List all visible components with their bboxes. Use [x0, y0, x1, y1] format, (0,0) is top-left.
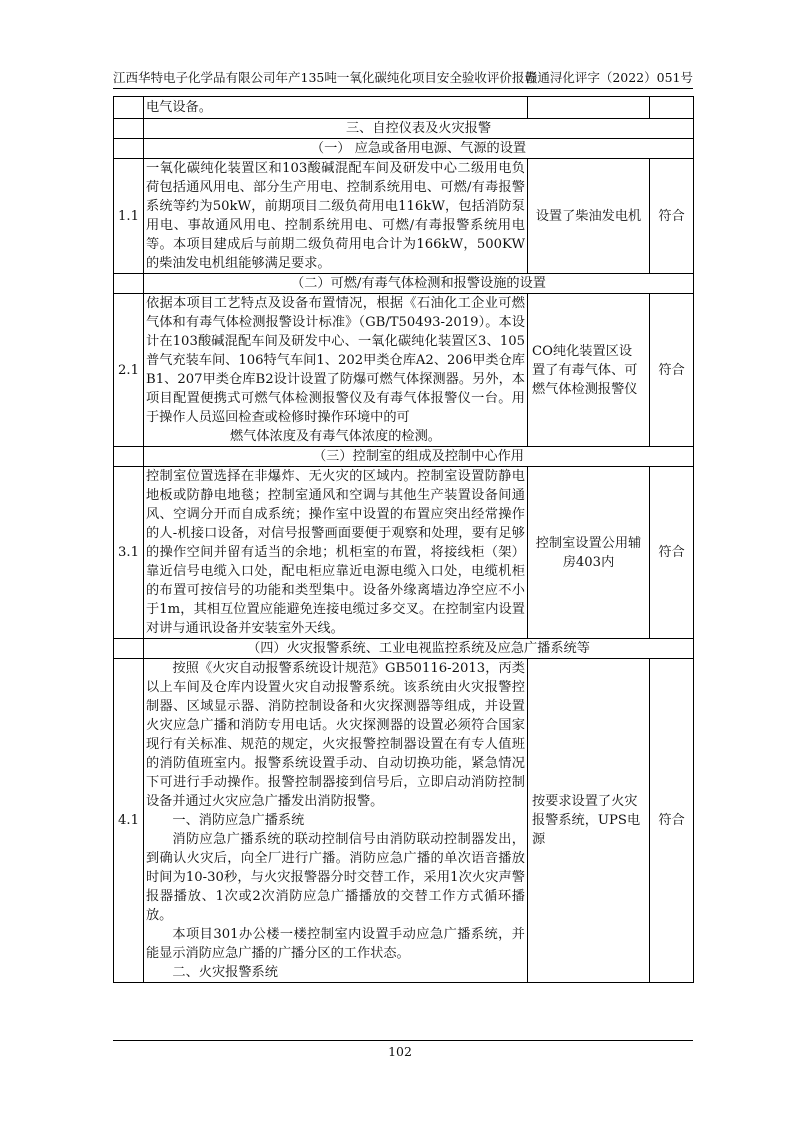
table-row [114, 97, 694, 119]
report-code: 赣通浔化评字（2022）051号 [524, 70, 693, 85]
footer-divider [113, 1040, 693, 1041]
subsection-row [114, 447, 694, 467]
item-result: 符合 [650, 467, 694, 639]
table-row [114, 467, 694, 639]
section-heading-row [114, 119, 694, 139]
item-number: 2.1 [114, 294, 144, 447]
table-row [114, 159, 694, 274]
carry-over-text: 电气设备。 [144, 97, 528, 119]
item-content: 依据本项目工艺特点及设备布置情况，根据《石油化工企业可燃气体和有毒气体检测报警设计标准》（GB/T50493-2019）。本设计在103酸碱混配车间及研发中心、一氧化碳纯化装置区3、105普气充装车间、106特气车间1、202甲类仓库A2、206甲类仓库B1、207甲类仓库B2设计设置了防爆可燃气体探测器。另外，本项目配置便携式可燃气体检测报警仪及有毒气体报警仪一台。用于操作人员巡回检查或检修时操作环境中的可 燃气体浓度及有毒气体浓度的检测。 [144, 294, 528, 447]
item-number: 1.1 [114, 159, 144, 274]
item-measure: 按要求设置了火灾报警系统，UPS电源 [528, 659, 650, 983]
item-content: 控制室位置选择在非爆炸、无火灾的区域内。控制室设置防静电地板或防静电地毯；控制室通风和空调与其他生产装置设备间通风、空调分开而自成系统；操作室中设置的布置应突出经常操作的人-机接口设备，对信号报警画面要便于观察和处理，要有足够的操作空间并留有适当的余地；机柜室的布置，将接线柜（架）靠近信号电缆入口处，配电柜应靠近电源电缆入口处，电缆机柜的布置可按信号的功能和类型集中。设备外缘离墙边净空应不小于1m，其相互位置应能避免连接电缆过多交叉。在控制室内设置对讲与通讯设备并安装室外天线。 [144, 467, 528, 639]
subsection-row [114, 139, 694, 159]
subsection-heading: （一） 应急或备用电源、气源的设置 [144, 139, 694, 159]
table-row [114, 294, 694, 447]
item-measure: 控制室设置公用辅房403内 [528, 467, 650, 639]
subsection-row [114, 274, 694, 294]
section-heading: 三、自控仪表及火灾报警 [144, 119, 694, 139]
item-content: 一氧化碳纯化装置区和103酸碱混配车间及研发中心二级用电负荷包括通风用电、部分生产用电、控制系统用电、可燃/有毒报警系统等约为50kW，前期项目二级负荷用电116kW，包括消防泵用电、事故通风用电、控制系统用电、可燃/有毒报警系统用电等。本项目建成后与前期二级负荷用电合计为166kW，500KW的柴油发电机组能够满足要求。 [144, 159, 528, 274]
header-divider [113, 88, 693, 89]
item-number: 3.1 [114, 467, 144, 639]
item-result: 符合 [650, 159, 694, 274]
page-number: 102 [388, 1044, 412, 1059]
item-measure: 设置了柴油发电机 [528, 159, 650, 274]
item-result: 符合 [650, 659, 694, 983]
report-title: 江西华特电子化学品有限公司年产135吨一氧化碳纯化项目安全验收评价报告 [113, 70, 537, 85]
item-number: 4.1 [114, 659, 144, 983]
subsection-heading: （四）火灾报警系统、工业电视监控系统及应急广播系统等 [144, 639, 694, 659]
item-result: 符合 [650, 294, 694, 447]
item-content: 按照《火灾自动报警系统设计规范》GB50116-2013，丙类以上车间及仓库内设置火灾自动报警系统。该系统由火灾报警控制器、区域显示器、消防控制设备和火灾探测器等组成，并设置火灾应急广播和消防专用电话。火灾探测器的设置必须符合国家现行有关标准、规范的规定，火灾报警控制器设置在有专人值班的消防值班室内。报警系统设置手动、自动切换功能，紧急情况下可进行手动操作。报警控制器接到信号后，立即启动消防控制设备并通过火灾应急广播发出消防报警。 一、消防应急广播系统 消防应急广播系统的联动控制信号由消防联动控制器发出，到确认火灾后，向全厂进行广播。消防应急广播的单次语音播放时间为10-30秒，与火灾报警器分时交替工作，采用1次火灾声警报器播放、1次或2次消防应急广播播放的交替工作方式循环播放。 本项目301办公楼一楼控制室内设置手动应急广播系统，并能显示消防应急广播的广播分区的工作状态。 二、火灾报警系统 [144, 659, 528, 983]
subsection-heading: （三）控制室的组成及控制中心作用 [144, 447, 694, 467]
item-measure: CO纯化装置区设置了有毒气体、可燃气体检测报警仪 [528, 294, 650, 447]
evaluation-table [113, 96, 694, 983]
subsection-row [114, 639, 694, 659]
subsection-heading: （二）可燃/有毒气体检测和报警设施的设置 [144, 274, 694, 294]
page-header [113, 66, 693, 86]
table-row [114, 659, 694, 983]
